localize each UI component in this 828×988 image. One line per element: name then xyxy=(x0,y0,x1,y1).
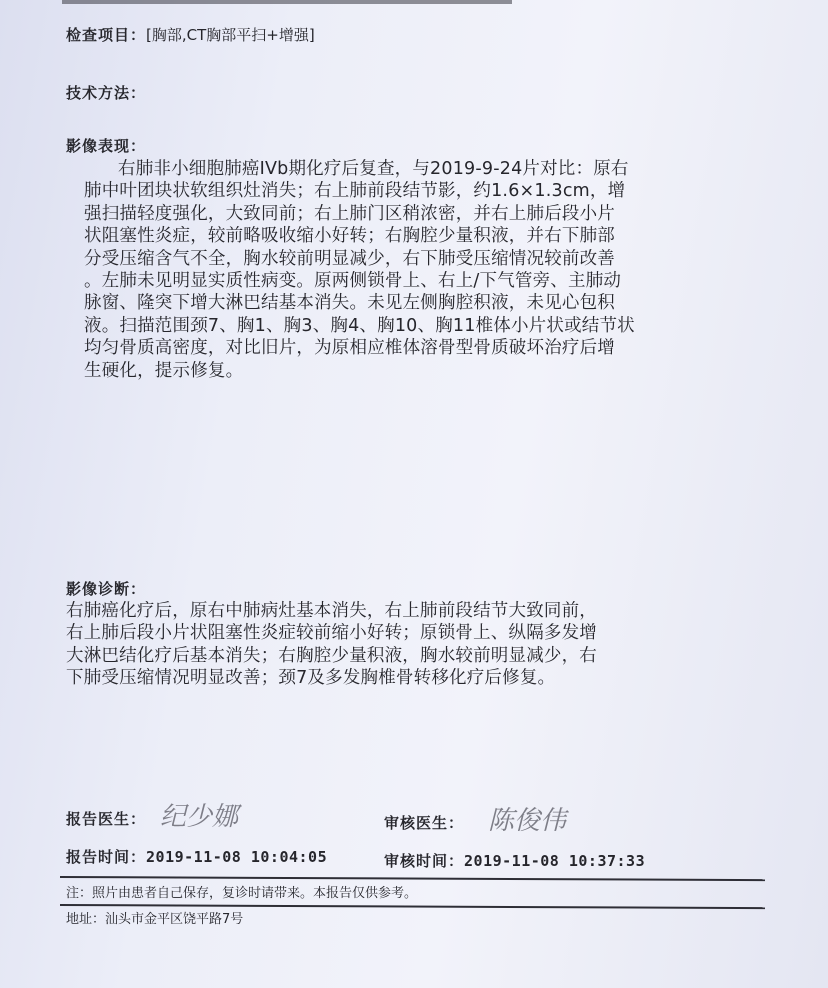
diagnosis-label: 影像诊断： xyxy=(66,580,147,598)
report-time-row xyxy=(66,846,327,867)
review-time-row xyxy=(384,850,645,871)
review-doctor-label: 审核医生： xyxy=(384,814,465,832)
exam-item-value: [胸部,CT胸部平扫+增强] xyxy=(146,26,315,44)
diagnosis-line: 右肺癌化疗后，原右中肺病灶基本消失，右上肺前段结节大致同前， xyxy=(66,601,597,621)
report-time-value: 2019-11-08 10:04:05 xyxy=(146,848,328,866)
report-time-label: 报告时间： xyxy=(66,848,147,866)
exam-item-row xyxy=(66,24,315,45)
findings-line: 肺中叶团块状软组织灶消失；右上肺前段结节影，约1.6×1.3cm，增 xyxy=(84,181,626,202)
findings-line: 均匀骨质高密度，对比旧片，为原相应椎体溶骨型骨质破坏治疗后增 xyxy=(84,338,615,359)
findings-line: 。左肺未见明显实质性病变。原两侧锁骨上、右上/下气管旁、主肺动 xyxy=(84,271,622,292)
report-doctor-row xyxy=(66,808,146,829)
findings-line: 强扫描轻度强化，大致同前；右上肺门区稍浓密，并右上肺后段小片 xyxy=(84,203,615,224)
diagnosis-heading xyxy=(66,578,146,599)
top-edge-line xyxy=(62,0,512,4)
report-doctor-label: 报告医生： xyxy=(66,810,147,828)
diagnosis-line: 下肺受压缩情况明显改善；颈7及多发胸椎骨转移化疗后修复。 xyxy=(66,668,556,689)
technique-row xyxy=(66,82,146,103)
hospital-address: 地址：汕头市金平区饶平路7号 xyxy=(66,912,244,927)
findings-label: 影像表现： xyxy=(66,137,147,155)
findings-line: 右肺非小细胞肺癌IVb期化疗后复查，与2019-9-24片对比：原右 xyxy=(118,159,629,179)
technique-label: 技术方法： xyxy=(66,84,147,102)
review-time-value: 2019-11-08 10:37:33 xyxy=(464,852,646,870)
findings-line: 脉窗、隆突下增大淋巴结基本消失。未见左侧胸腔积液，未见心包积 xyxy=(84,293,615,314)
diagnosis-line: 右上肺后段小片状阻塞性炎症较前缩小好转；原锁骨上、纵隔多发增 xyxy=(66,623,597,644)
report-note: 注：照片由患者自己保存，复诊时请带来。本报告仅供参考。 xyxy=(66,886,418,901)
findings-text xyxy=(84,158,635,382)
exam-item-label: 检查项目： xyxy=(66,26,147,44)
review-doctor-signature: 陈俊伟 xyxy=(488,806,567,836)
review-doctor-row xyxy=(384,812,464,833)
report-doctor-signature: 纪少娜 xyxy=(160,802,239,832)
findings-line: 液。扫描范围颈7、胸1、胸3、胸4、胸10、胸11椎体小片状或结节状 xyxy=(84,315,635,336)
diagnosis-line: 大淋巴结化疗后基本消失；右胸腔少量积液，胸水较前明显减少，右 xyxy=(66,645,597,666)
diagnosis-text xyxy=(66,600,597,690)
findings-line: 分受压缩含气不全，胸水较前明显减少，右下肺受压缩情况较前改善 xyxy=(84,248,615,269)
findings-line: 生硬化，提示修复。 xyxy=(84,360,244,381)
findings-line: 状阻塞性炎症，较前略吸收缩小好转；右胸腔少量积液，并右下肺部 xyxy=(84,226,615,247)
findings-heading xyxy=(66,135,146,156)
divider-line xyxy=(60,876,765,881)
review-time-label: 审核时间： xyxy=(384,852,465,870)
